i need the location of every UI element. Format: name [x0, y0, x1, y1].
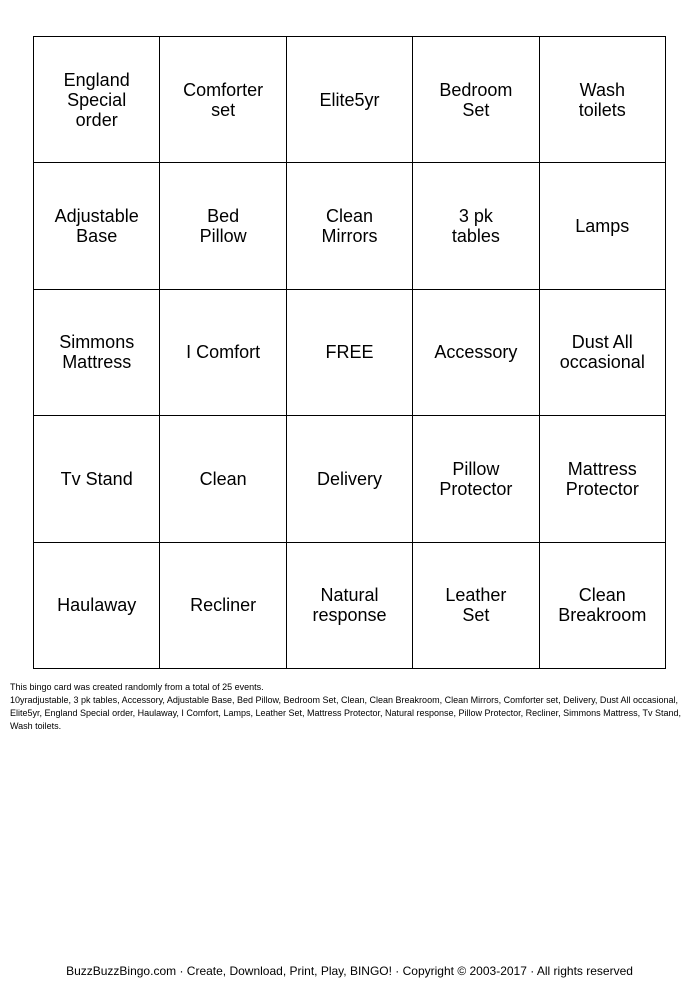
bingo-cell-text: Simmons Mattress — [59, 332, 135, 373]
bingo-cell — [413, 37, 539, 163]
bingo-card — [33, 36, 666, 669]
bingo-cell-text: Accessory — [434, 342, 518, 363]
bingo-cell — [34, 543, 160, 669]
bingo-cell-text: 3 pk tables — [451, 206, 500, 247]
bingo-cell — [540, 37, 666, 163]
event-list: 10yradjustable, 3 pk tables, Accessory, Adjustable Base, Bed Pillow, Bedroom Set, Clean, Clean Breakroom, Clean Mirrors, Comforter set, Delivery, Dust All occasional, Elite5yr, England Special order, Haulaway, I Comfort, Lamps, Leather Set, Mattress Protector, Natural response, Pillow Protector, Recliner, Simmons Mattress, Tv Stand, Wash toilets. — [10, 695, 681, 731]
bingo-cell — [287, 416, 413, 542]
bingo-cell-text: Delivery — [316, 468, 382, 489]
bingo-cell-text: Leather Set — [445, 585, 507, 626]
bingo-cell — [540, 416, 666, 542]
bingo-cell — [160, 543, 286, 669]
bingo-cell-text: Mattress Protector — [565, 458, 639, 499]
bingo-cell — [287, 543, 413, 669]
bingo-cell — [413, 416, 539, 542]
card-info — [10, 681, 682, 733]
bingo-cell — [287, 37, 413, 163]
bingo-cell — [540, 543, 666, 669]
bingo-cell-text: Clean — [199, 468, 247, 489]
footer-copyright: BuzzBuzzBingo.com · Create, Download, Print, Play, BINGO! · Copyright © 2003-2017 · All rights reserved — [66, 964, 633, 978]
bingo-cell — [540, 290, 666, 416]
bingo-cell-text: I Comfort — [186, 342, 261, 363]
bingo-cell-text: Clean Breakroom — [558, 585, 647, 626]
bingo-cell-text: Natural response — [312, 585, 387, 626]
bingo-cell — [287, 163, 413, 289]
bingo-cell — [34, 416, 160, 542]
bingo-cell-text: England Special order — [63, 69, 130, 130]
bingo-cell-text: Pillow Protector — [439, 458, 513, 499]
bingo-cell-text: Recliner — [190, 595, 257, 616]
bingo-cell — [160, 37, 286, 163]
card-summary: This bingo card was created randomly from a total of 25 events. — [10, 682, 264, 692]
bingo-cell-text: Lamps — [575, 216, 630, 237]
bingo-cell-text: FREE — [325, 342, 374, 363]
bingo-cell — [413, 163, 539, 289]
bingo-free-cell — [287, 290, 413, 416]
bingo-cell — [413, 290, 539, 416]
bingo-cell — [34, 163, 160, 289]
bingo-cell-text: Bedroom Set — [439, 79, 513, 120]
bingo-cell-text: Adjustable Base — [54, 206, 139, 247]
bingo-cell — [160, 163, 286, 289]
bingo-cell — [540, 163, 666, 289]
bingo-cell — [34, 290, 160, 416]
bingo-cell-text: Clean Mirrors — [321, 206, 378, 247]
bingo-cell-text: Tv Stand — [60, 468, 133, 489]
bingo-cell — [413, 543, 539, 669]
bingo-cell-text: Haulaway — [57, 595, 137, 616]
bingo-cell — [160, 416, 286, 542]
bingo-cell-text: Wash toilets — [578, 79, 626, 120]
bingo-cell — [160, 290, 286, 416]
bingo-cell-text: Bed Pillow — [199, 206, 247, 247]
bingo-cell — [34, 37, 160, 163]
bingo-cell-text: Dust All occasional — [559, 332, 645, 373]
bingo-cell-text: Elite5yr — [319, 89, 380, 110]
bingo-cell-text: Comforter set — [183, 79, 264, 120]
